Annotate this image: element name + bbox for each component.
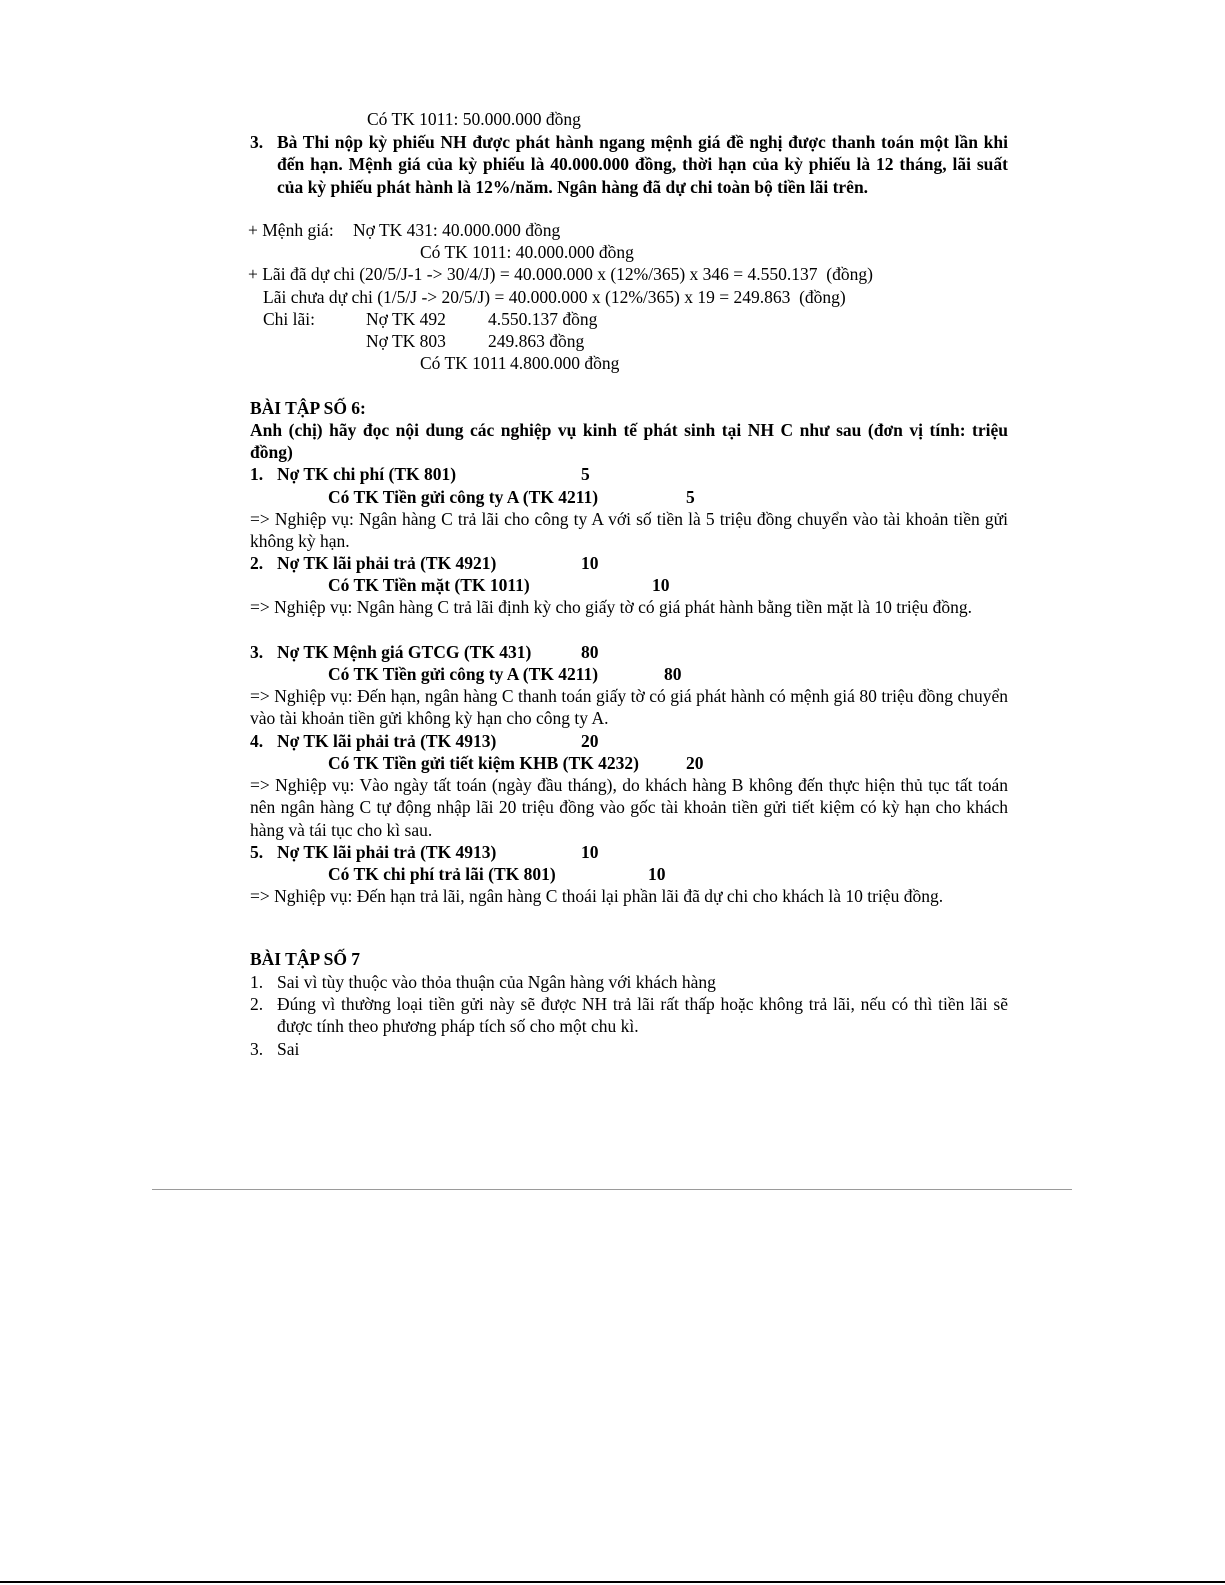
bai6-debit-amount: 5 <box>581 464 590 484</box>
bai6-debit-amount: 10 <box>581 553 599 573</box>
bai6-credit-amount: 80 <box>664 664 682 684</box>
menh-gia-debit: Nợ TK 431: 40.000.000 đồng <box>353 220 561 240</box>
bai6-debit: Nợ TK lãi phải trả (TK 4913) <box>277 842 497 862</box>
bai6-item-number: 1. <box>250 464 264 484</box>
entry-account: Có TK 1011 <box>420 353 507 373</box>
chi-lai-label: Chi lãi: <box>263 309 316 329</box>
bai6-heading: BÀI TẬP SỐ 6: <box>250 398 366 418</box>
entry-account: Nợ TK 803 <box>366 331 446 351</box>
bai6-credit: Có TK chi phí trả lãi (TK 801) <box>328 864 556 884</box>
bai6-item-number: 4. <box>250 731 264 751</box>
bai7-item-number: 1. <box>250 972 264 992</box>
bai6-intro: Anh (chị) hãy đọc nội dung các nghiệp vụ kinh tế phát sinh tại NH C như sau (đơn vị tính: triệu đồng) <box>250 420 1008 463</box>
bai6-credit: Có TK Tiền mặt (TK 1011) <box>328 575 530 595</box>
bai6-item-number: 2. <box>250 553 264 573</box>
item3-number: 3. <box>250 132 264 152</box>
bai7-item-number: 2. <box>250 994 264 1014</box>
bai7-item-text: Sai <box>277 1039 300 1059</box>
entry-amount: 4.550.137 đồng <box>488 309 598 329</box>
bai6-credit: Có TK Tiền gửi tiết kiệm KHB (TK 4232) <box>328 753 639 773</box>
entry-amount: 249.863 đồng <box>488 331 585 351</box>
bai6-debit-amount: 10 <box>581 842 599 862</box>
bai6-debit: Nợ TK chi phí (TK 801) <box>277 464 457 484</box>
bai6-credit-amount: 10 <box>652 575 670 595</box>
credit-line-top: Có TK 1011: 50.000.000 đồng <box>367 109 581 129</box>
entry-amount: 4.800.000 đồng <box>510 353 620 373</box>
menh-gia-credit: Có TK 1011: 40.000.000 đồng <box>420 242 634 262</box>
lai-chua-du-chi: Lãi chưa dự chi (1/5/J -> 20/5/J) = 40.000.000 x (12%/365) x 19 = 249.863 (đồng) <box>263 287 846 307</box>
item3-text: Bà Thi nộp kỳ phiếu NH được phát hành ngang mệnh giá đề nghị được thanh toán một lần khi đến hạn. Mệnh giá của kỳ phiếu là 40.000.000 đồng, thời hạn của kỳ phiếu là 12 tháng, lãi suất của kỳ phiếu phát hành là 12%/năm. Ngân hàng đã dự chi toàn bộ tiền lãi trên. <box>277 132 1008 197</box>
bai6-explain: => Nghiệp vụ: Ngân hàng C trả lãi cho công ty A với số tiền là 5 triệu đồng chuyển vào tài khoản tiền gửi không kỳ hạn. <box>250 509 1008 552</box>
bai6-explain: => Nghiệp vụ: Ngân hàng C trả lãi định kỳ cho giấy tờ có giá phát hành bằng tiền mặt là 10 triệu đồng. <box>250 597 973 617</box>
page-bottom-border <box>0 1581 1225 1583</box>
bai7-heading: BÀI TẬP SỐ 7 <box>250 949 361 969</box>
bai6-credit: Có TK Tiền gửi công ty A (TK 4211) <box>328 487 599 507</box>
bai6-explain: => Nghiệp vụ: Đến hạn, ngân hàng C thanh toán giấy tờ có giá phát hành có mệnh giá 80 triệu đồng chuyển vào tài khoản tiền gửi không kỳ hạn cho công ty A. <box>250 686 1008 729</box>
bai6-debit: Nợ TK Mệnh giá GTCG (TK 431) <box>277 642 532 662</box>
bai6-explain: => Nghiệp vụ: Vào ngày tất toán (ngày đầu tháng), do khách hàng B không đến thực hiện thủ tục tất toán nên ngân hàng C tự động nhập lãi 20 triệu đồng vào gốc tài khoản tiền gửi tiết kiệm có kỳ hạn cho khách hàng và tái tục cho kì sau. <box>250 775 1008 840</box>
bai6-debit-amount: 20 <box>581 731 599 751</box>
bai7-item-number: 3. <box>250 1039 264 1059</box>
bai7-item-text: Sai vì tùy thuộc vào thỏa thuận của Ngân hàng với khách hàng <box>277 972 716 992</box>
bai6-credit-amount: 20 <box>686 753 704 773</box>
bai6-item-number: 3. <box>250 642 264 662</box>
bai6-item-number: 5. <box>250 842 264 862</box>
bai6-credit-amount: 10 <box>648 864 666 884</box>
entry-account: Nợ TK 492 <box>366 309 446 329</box>
bai6-credit-amount: 5 <box>686 487 695 507</box>
bai6-explain: => Nghiệp vụ: Đến hạn trả lãi, ngân hàng C thoái lại phần lãi đã dự chi cho khách là 10 triệu đồng. <box>250 886 944 906</box>
bai6-debit: Nợ TK lãi phải trả (TK 4913) <box>277 731 497 751</box>
bai7-item-text: Đúng vì thường loại tiền gửi này sẽ được NH trả lãi rất thấp hoặc không trả lãi, nếu có thì tiền lãi sẽ được tính theo phương pháp tích số cho một chu kì. <box>277 994 1008 1037</box>
bai6-debit-amount: 80 <box>581 642 599 662</box>
page-divider <box>152 1189 1072 1190</box>
bai6-credit: Có TK Tiền gửi công ty A (TK 4211) <box>328 664 599 684</box>
lai-da-du-chi: + Lãi đã dự chi (20/5/J-1 -> 30/4/J) = 40.000.000 x (12%/365) x 346 = 4.550.137 (đồng) <box>248 264 873 284</box>
bai6-debit: Nợ TK lãi phải trả (TK 4921) <box>277 553 497 573</box>
menh-gia-label: + Mệnh giá: <box>248 220 334 240</box>
